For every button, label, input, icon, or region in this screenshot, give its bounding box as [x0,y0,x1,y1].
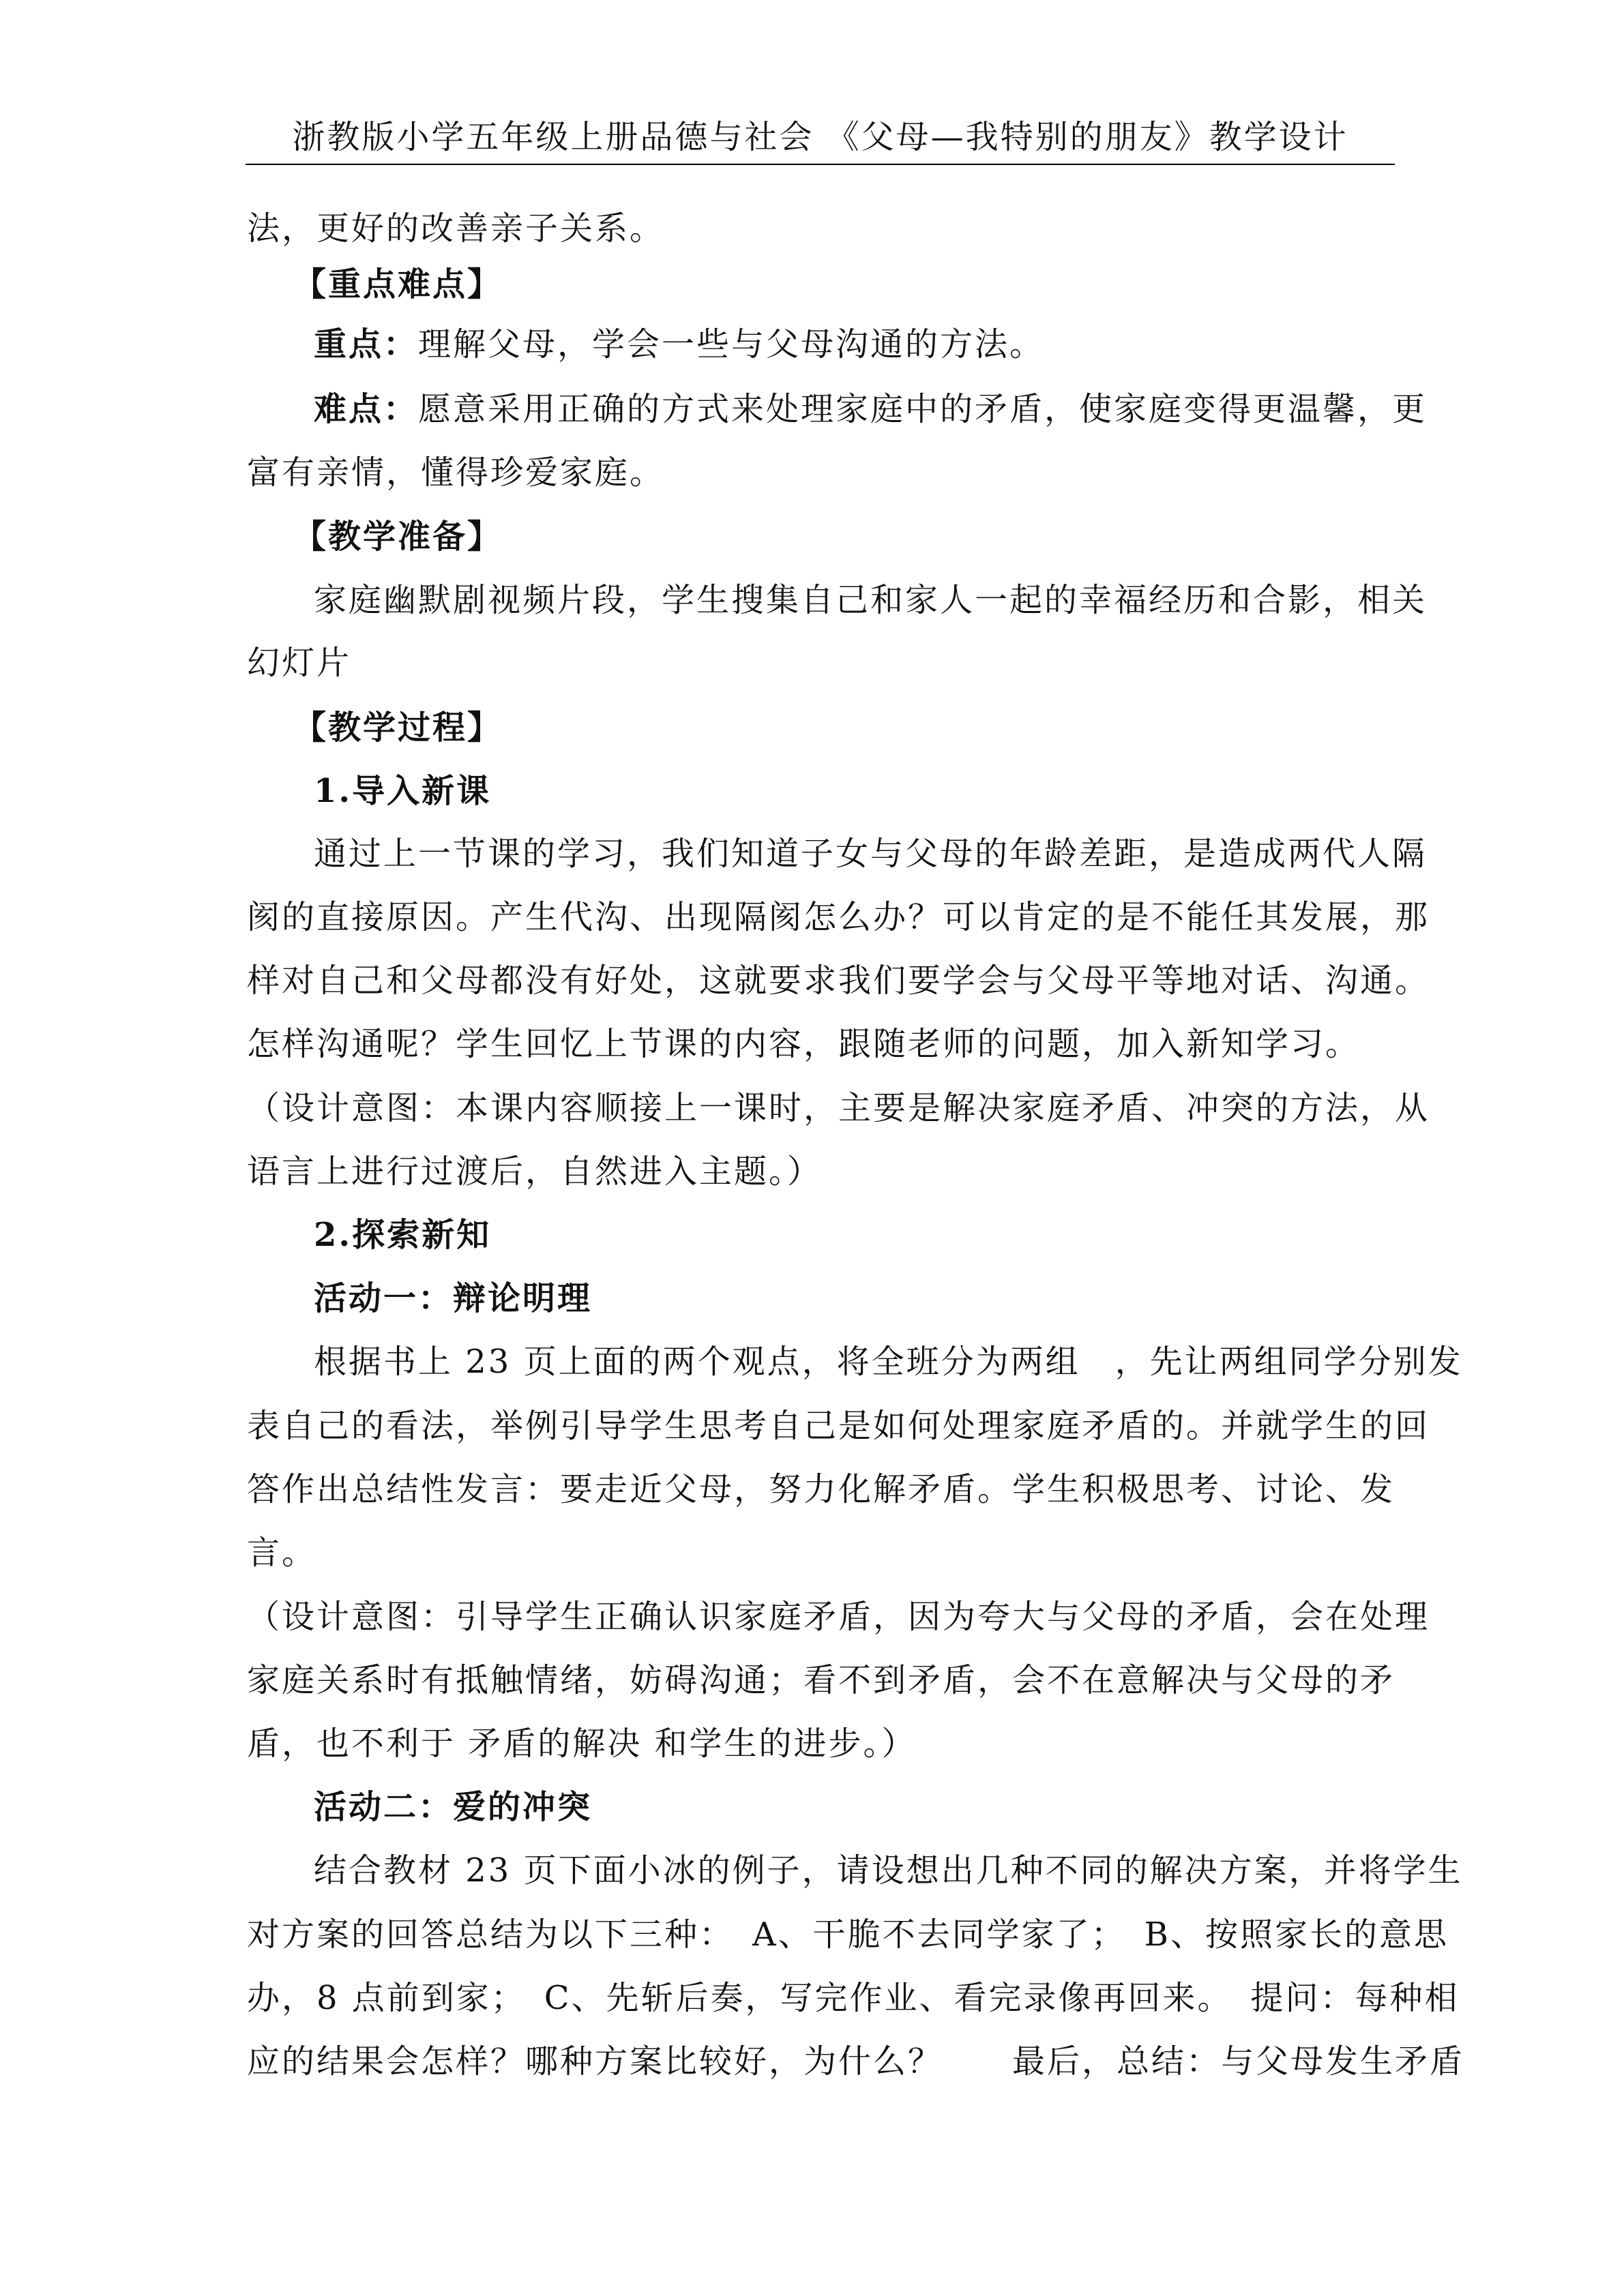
design-intent-line: （设计意图：引导学生正确认识家庭矛盾，因为夸大与父母的矛盾，会在处理 [247,1598,1430,1636]
section-heading-key-points: 【重点难点】 [293,265,503,303]
text-line: 怎样沟通呢？学生回忆上节课的内容，跟随老师的问题，加入新知学习。 [247,1025,1361,1063]
design-intent-line: 语言上进行过渡后，自然进入主题。） [247,1152,823,1191]
activity-heading: 活动二：爱的冲突 [314,1788,593,1826]
text-line: 答作出总结性发言：要走近父母，努力化解矛盾。学生积极思考、讨论、发 [247,1470,1396,1508]
text-line: 阂的直接原因。产生代沟、出现隔阂怎么办？可以肯定的是不能任其发展，那 [247,898,1430,936]
text-line: 对方案的回答总结为以下三种： A、干脆不去同学家了； B、按照家长的意思 [247,1915,1449,1954]
text-line: 富有亲情，懂得珍爱家庭。 [247,453,665,492]
page-header: 浙教版小学五年级上册品德与社会 《父母—我特别的朋友》教学设计 [292,118,1348,156]
text-line: 样对自己和父母都没有好处，这就要求我们要学会与父母平等地对话、沟通。 [247,961,1430,1000]
key-point-line [314,320,1044,368]
text-line: 通过上一节课的学习，我们知道子女与父母的年龄差距，是造成两代人隔 [314,835,1428,873]
design-intent-line: 盾，也不利于 矛盾的解决 和学生的进步。） [247,1725,917,1763]
key-point-text: 理解父母，学会一些与父母沟通的方法。 [418,325,1045,363]
text-line: 家庭幽默剧视频片段，学生搜集自己和家人一起的幸福经历和合影，相关 [314,581,1428,619]
section-heading-process: 【教学过程】 [293,709,503,747]
activity-heading: 活动一：辩论明理 [314,1279,593,1317]
text-line: 办，8 点前到家； C、先斩后奏，写完作业、看完录像再回来。 提问：每种相 [247,1979,1460,2017]
text-line: 根据书上 23 页上面的两个观点，将全班分为两组 ，先让两组同学分别发 [314,1343,1463,1381]
header-divider [246,164,1395,165]
text-line: 法，更好的改善亲子关系。 [247,209,665,248]
section-heading-preparation: 【教学准备】 [293,518,503,556]
design-intent-line: 家庭关系时有抵触情绪，妨碍沟通；看不到矛盾，会不在意解决与父母的矛 [247,1661,1396,1699]
difficulty-text: 愿意采用正确的方式来处理家庭中的矛盾，使家庭变得更温馨，更 [418,390,1428,428]
subsection-heading: 2.探索新知 [314,1216,492,1254]
text-line: 表自己的看法，举例引导学生思考自己是如何处理家庭矛盾的。并就学生的回 [247,1407,1430,1445]
design-intent-line: （设计意图：本课内容顺接上一课时，主要是解决家庭矛盾、冲突的方法，从 [247,1089,1430,1127]
text-line: 应的结果会怎样？哪种方案比较好，为什么？ 最后，总结：与父母发生矛盾 [247,2042,1465,2081]
key-point-label: 重点： [314,325,419,363]
text-line: 幻灯片 [247,644,352,682]
text-line: 结合教材 23 页下面小冰的例子，请设想出几种不同的解决方案，并将学生 [314,1851,1463,1890]
difficulty-line [314,385,1427,433]
subsection-heading: 1.导入新课 [314,772,492,810]
difficulty-label: 难点： [314,390,419,428]
text-line: 言。 [247,1534,317,1572]
